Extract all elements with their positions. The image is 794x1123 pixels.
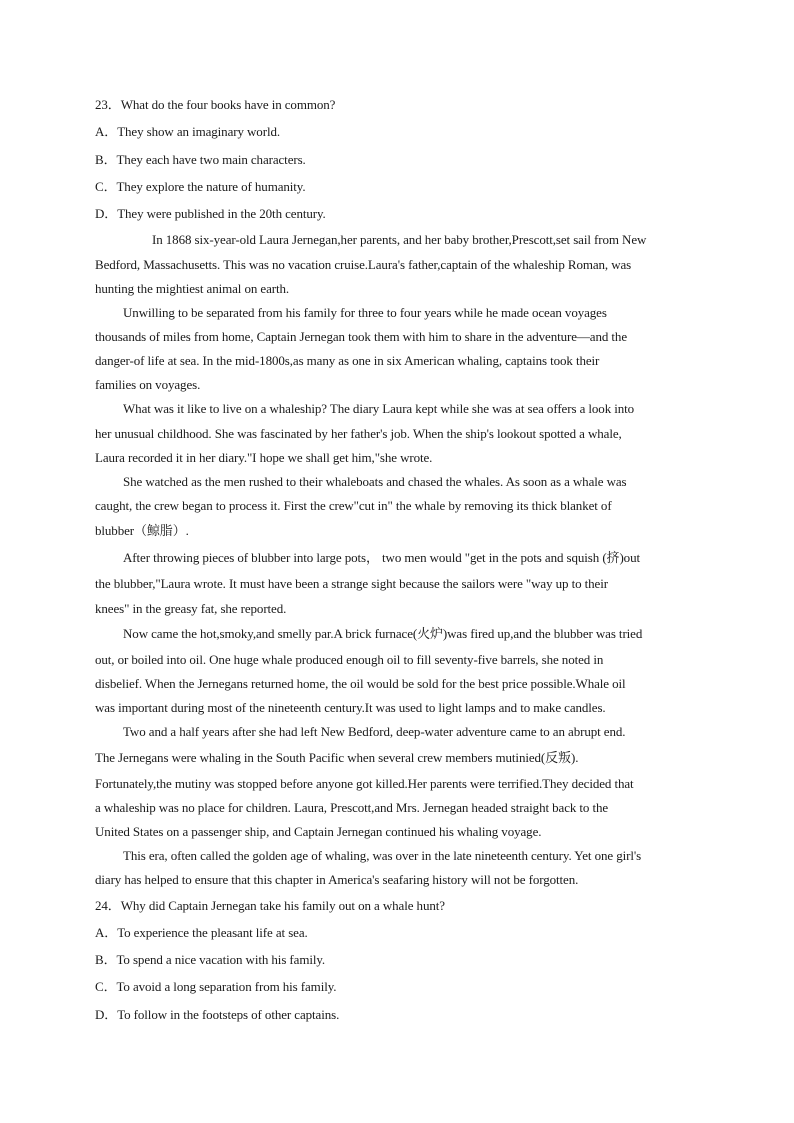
passage-line: disbelief. When the Jernegans returned home, the oil would be sold for the best price possible.Whale oil [95, 676, 626, 691]
passage-line: hunting the mightiest animal on earth. [95, 281, 290, 296]
passage-line: was important during most of the nineteenth century.It was used to light lamps and to make candles. [95, 700, 606, 715]
passage-line: What was it like to live on a whaleship? The diary Laura kept while she was at sea offers a look into [123, 401, 635, 416]
passage-line: out, or boiled into oil. One huge whale produced enough oil to fill seventy-five barrels, she noted in [95, 652, 604, 667]
passage-line: Two and a half years after she had left New Bedford, deep-water adventure came to an abrupt end. [123, 724, 626, 739]
passage-line: thousands of miles from home, Captain Jernegan took them with him to share in the adventure—and the [95, 329, 628, 344]
question-23-option-c: C．They explore the nature of humanity. [95, 179, 306, 194]
passage-line: diary has helped to ensure that this chapter in America's seafaring history will not be forgotten. [95, 872, 579, 887]
question-23-option-a: A．They show an imaginary world. [95, 124, 281, 139]
passage-line: a whaleship was no place for children. Laura, Prescott,and Mrs. Jernegan headed straight back to the [95, 800, 609, 815]
passage-line: Unwilling to be separated from his family for three to four years while he made ocean voyages [123, 305, 607, 320]
passage-line: Laura recorded it in her diary."I hope we shall get him,"she wrote. [95, 450, 433, 465]
question-24-stem: 24．Why did Captain Jernegan take his family out on a whale hunt? [95, 898, 445, 913]
passage-line: The Jernegans were whaling in the South Pacific when several crew members mutinied(反叛). [95, 750, 579, 765]
passage-line: After throwing pieces of blubber into large pots， two men would "get in the pots and squish (挤)out [123, 550, 640, 565]
passage-line: caught, the crew began to process it. First the crew"cut in" the whale by removing its thick blanket of [95, 498, 612, 513]
question-24-option-b: B．To spend a nice vacation with his family. [95, 952, 326, 967]
passage-line: Fortunately,the mutiny was stopped before anyone got killed.Her parents were terrified.They decided that [95, 776, 634, 791]
passage-line: her unusual childhood. She was fascinated by her father's job. When the ship's lookout spotted a whale, [95, 426, 622, 441]
passage-line: She watched as the men rushed to their whaleboats and chased the whales. As soon as a whale was [123, 474, 627, 489]
passage-line: United States on a passenger ship, and Captain Jernegan continued his whaling voyage. [95, 824, 542, 839]
passage-line: Now came the hot,smoky,and smelly par.A brick furnace(火炉)was fired up,and the blubber was tried [123, 626, 643, 641]
question-23-option-d: D．They were published in the 20th century. [95, 206, 326, 221]
passage-line: This era, often called the golden age of whaling, was over in the late nineteenth century. Yet one girl's [123, 848, 642, 863]
passage-line: In 1868 six-year-old Laura Jernegan,her parents, and her baby brother,Prescott,set sail from New [152, 232, 647, 247]
question-23-option-b: B．They each have two main characters. [95, 152, 306, 167]
question-23-stem: 23．What do the four books have in common? [95, 97, 336, 112]
passage-line: knees" in the greasy fat, she reported. [95, 601, 287, 616]
question-24-option-c: C．To avoid a long separation from his family. [95, 979, 337, 994]
question-24-option-a: A．To experience the pleasant life at sea. [95, 925, 308, 940]
passage-line: danger-of life at sea. In the mid-1800s,as many as one in six American whaling, captains took their [95, 353, 600, 368]
question-24-option-d: D．To follow in the footsteps of other captains. [95, 1007, 340, 1022]
passage-line: families on voyages. [95, 377, 201, 392]
passage-line: blubber（鲸脂）. [95, 523, 189, 538]
passage-line: the blubber,"Laura wrote. It must have been a strange sight because the sailors were "way up to their [95, 576, 608, 591]
passage-line: Bedford, Massachusetts. This was no vacation cruise.Laura's father,captain of the whaleship Roman, was [95, 257, 632, 272]
